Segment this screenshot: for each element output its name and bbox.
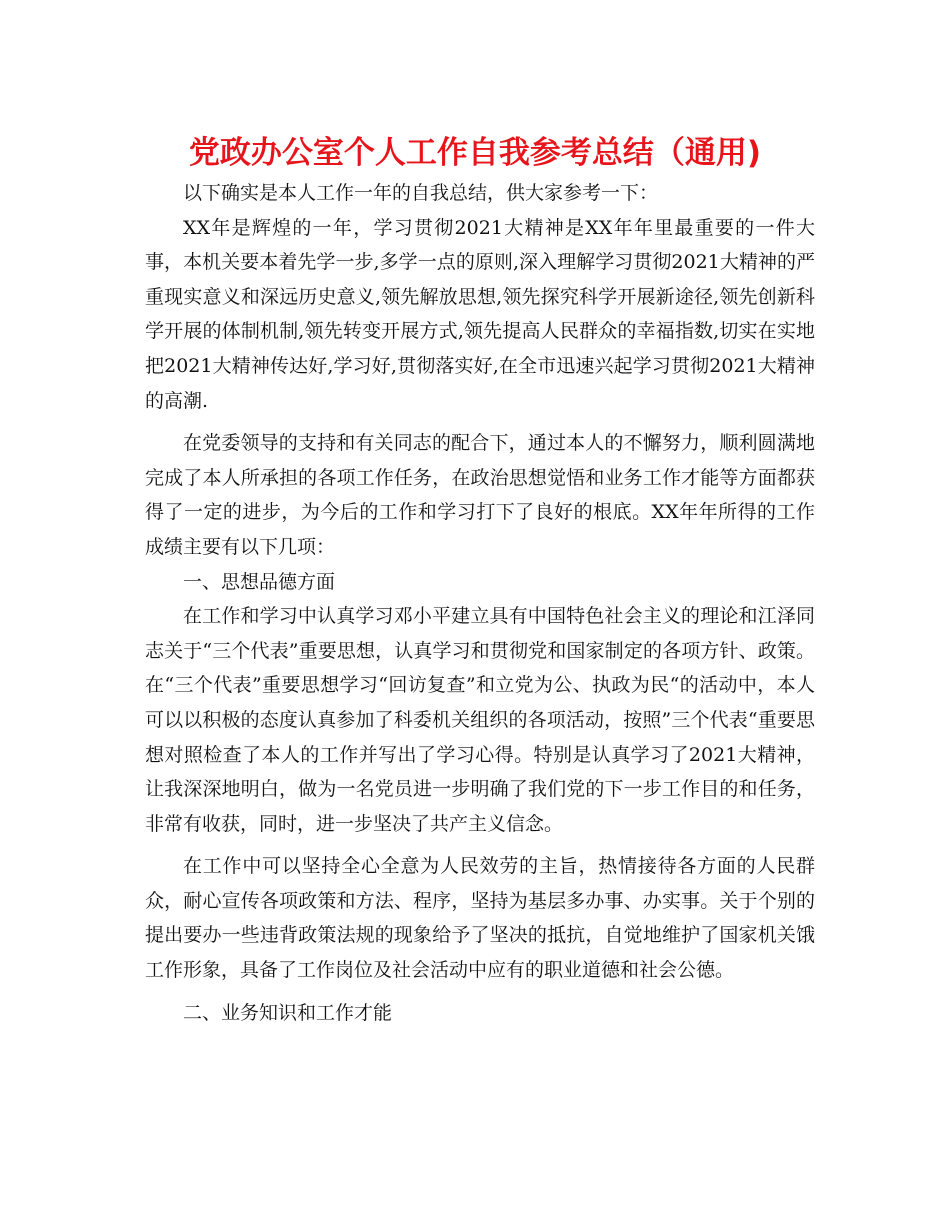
body-paragraph: XX年是辉煌的一年，学习贯彻2021大精神是XX年年里最重要的一件大事，本机关要本着先学一步,多学一点的原则,深入理解学习贯彻2021大精神的严重现实意义和深远历史意义,领先解放思想,领先探究科学开展新途径,领先创新科学开展的体制机制,领先转变开展方式,领先提高人民群众的幸福指数,切实在实地把2021大精神传达好,学习好,贯彻落实好,在全市迅速兴起学习贯彻2021大精神的高潮. [145,216,815,412]
document-body [145,176,815,1030]
document-title: 党政办公室个人工作自我参考总结（通用) [188,135,762,171]
body-paragraph: 在党委领导的支持和有关同志的配合下，通过本人的不懈努力，顺利圆满地完成了本人所承担的各项工作任务，在政治思想觉悟和业务工作才能等方面都获得了一定的进步，为今后的工作和学习打下了良好的根底。XX年年所得的工作成绩主要有以下几项： [145,432,815,558]
body-paragraph: 在工作和学习中认真学习邓小平建立具有中国特色社会主义的理论和江泽同志关于“三个代表”重要思想，认真学习和贯彻党和国家制定的各项方针、政策。在“三个代表”重要思想学习“回访复查”和立党为公、执政为民“的活动中，本人可以以积极的态度认真参加了科委机关组织的各项活动，按照”三个代表“重要思想对照检查了本人的工作并写出了学习心得。特别是认真学习了2021大精神，让我深深地明白，做为一名党员进一步明确了我们党的下一步工作目的和任务，非常有收获，同时，进一步坚决了共产主义信念。 [145,605,815,835]
section-heading: 二、业务知识和工作才能 [183,1001,393,1024]
body-paragraph: 在工作中可以坚持全心全意为人民效劳的主旨，热情接待各方面的人民群众，耐心宣传各项政策和方法、程序，坚持为基层多办事、办实事。关于个别的提出要办一些违背政策法规的现象给予了坚决的抵抗，自觉地维护了国家机关饿工作形象，具备了工作岗位及社会活动中应有的职业道德和社会公德。 [145,855,815,982]
intro-paragraph: 以下确实是本人工作一年的自我总结，供大家参考一下： [183,182,659,204]
section-heading: 一、思想品德方面 [183,570,336,593]
